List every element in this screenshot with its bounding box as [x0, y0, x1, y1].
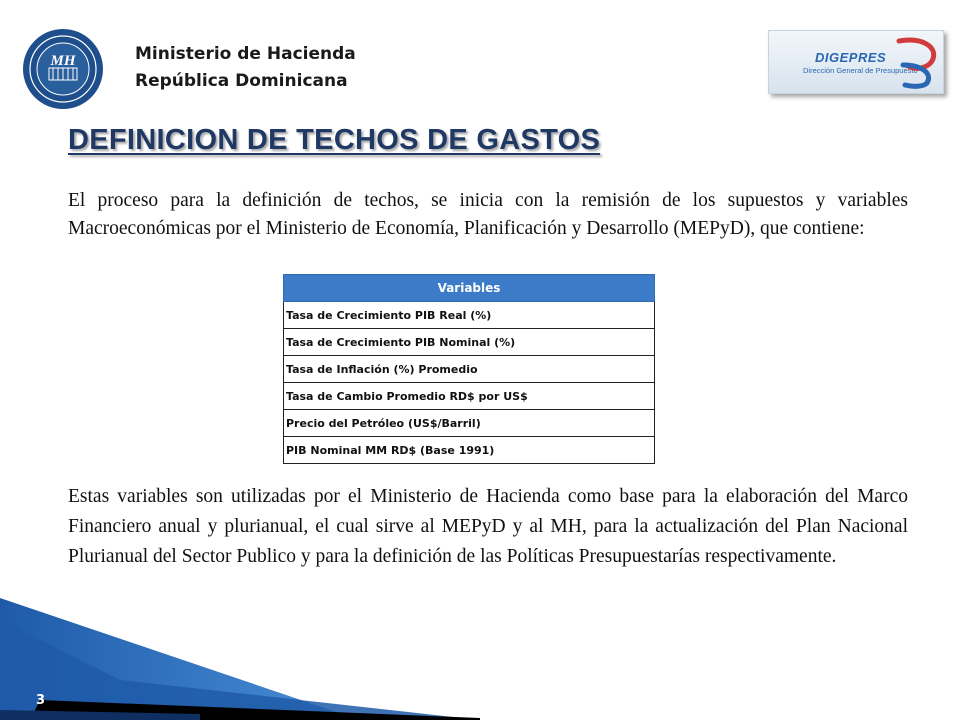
- decorative-swoosh: [0, 590, 480, 720]
- table-row: [284, 329, 655, 356]
- org-line-1: Ministerio de Hacienda: [135, 44, 356, 64]
- digepres-logo-subtitle: Dirección General de Presupuesto: [803, 66, 918, 75]
- digepres-logo: [768, 30, 944, 94]
- table-row: [284, 383, 655, 410]
- explanation-paragraph: Estas variables son utilizadas por el Ministerio de Hacienda como base para la elaboración del Marco Financiero anual y plurianual, el cual sirve al MEPyD y al MH, para la actualización del Plan Nacional Plurianual del Sector Publico y para la definición de las Políticas Presupuestarías respectivamente.: [68, 486, 908, 567]
- table-cell: Tasa de Crecimiento PIB Real (%): [284, 302, 655, 329]
- ministry-seal-logo: [22, 28, 104, 110]
- seal-monogram: MH: [50, 53, 76, 69]
- organization-name: [135, 41, 356, 95]
- page-number: 3: [36, 693, 46, 708]
- intro-paragraph: El proceso para la definición de techos, se inicia con la remisión de los supuestos y variables Macroeconómicas por el Ministerio de Economía, Planificación y Desarrollo (MEPyD), que contiene:: [68, 190, 908, 239]
- table-row: [284, 302, 655, 329]
- variables-table: [283, 274, 655, 464]
- digepres-swoosh-icon: [893, 35, 939, 89]
- table-cell: Tasa de Inflación (%) Promedio: [284, 356, 655, 383]
- table-cell: Tasa de Crecimiento PIB Nominal (%): [284, 329, 655, 356]
- table-row: [284, 356, 655, 383]
- table-row: [284, 410, 655, 437]
- table-cell: PIB Nominal MM RD$ (Base 1991): [284, 437, 655, 464]
- table-row: [284, 437, 655, 464]
- table-cell: Tasa de Cambio Promedio RD$ por US$: [284, 383, 655, 410]
- table-cell: Precio del Petróleo (US$/Barril): [284, 410, 655, 437]
- slide-title: DEFINICION DE TECHOS DE GASTOS: [68, 124, 601, 156]
- digepres-logo-name: DIGEPRES: [815, 50, 887, 65]
- org-line-2: República Dominicana: [135, 71, 348, 91]
- variables-table-header: Variables: [284, 275, 655, 302]
